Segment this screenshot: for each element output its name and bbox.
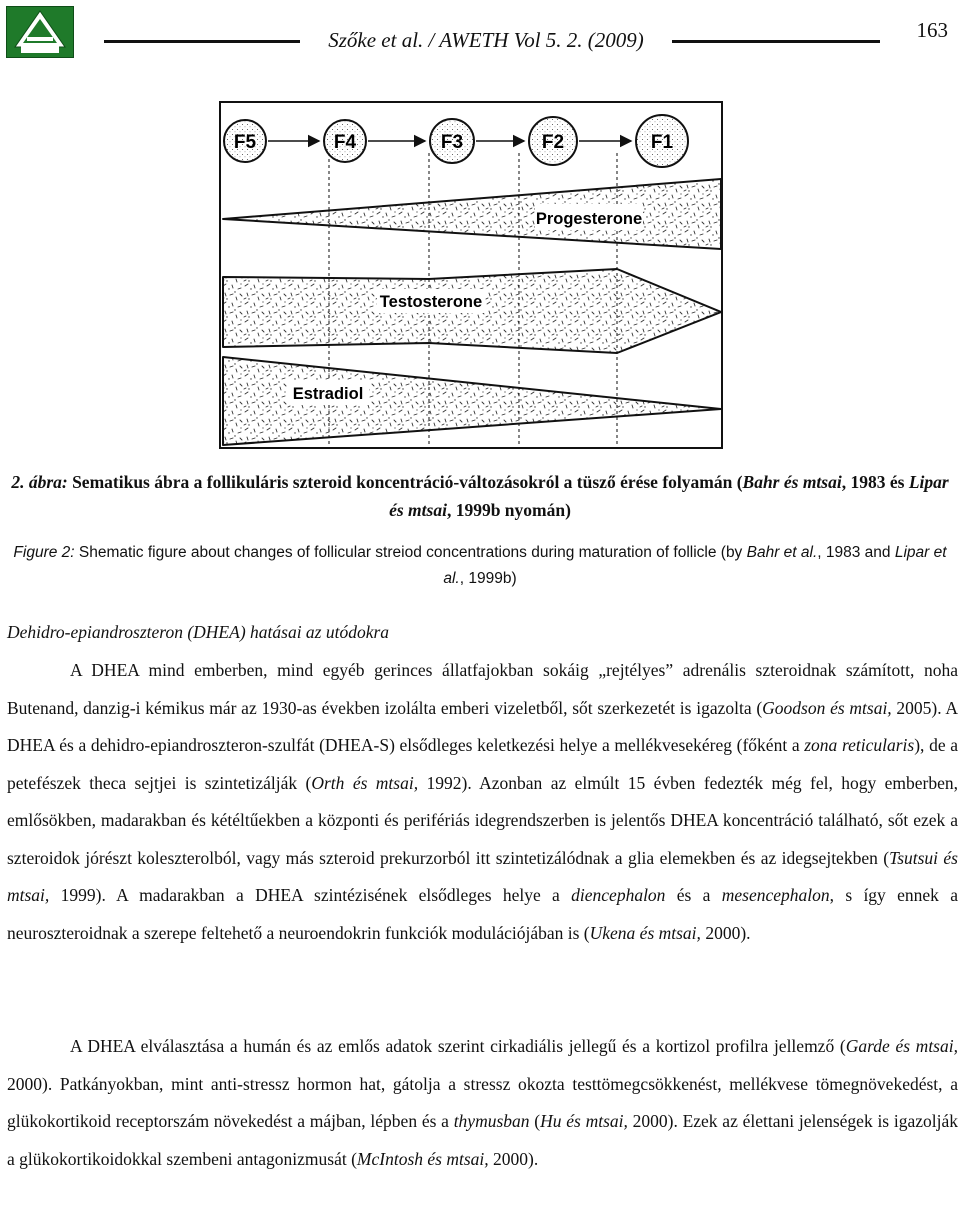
caption-en-text2: , 1983 and <box>817 544 895 561</box>
p2-text: 2000). Ezek az élettani jelenségek is igazolják a glükokortikoidokkal szembeni antagonizmusát ( <box>7 1111 959 1169</box>
testosterone-label: Testosterone <box>379 293 483 311</box>
caption-en-text: Shematic figure about changes of follicular streiod concentrations during maturation of follicle (by <box>74 544 747 561</box>
p2-term: thymusban <box>453 1111 530 1131</box>
estradiol-label: Estradiol <box>292 385 364 403</box>
p1-term: mesencephalon <box>721 885 830 905</box>
caption-en-label: Figure 2: <box>13 544 75 561</box>
p1-term: diencephalon <box>571 885 666 905</box>
caption-en-ref2: Lipar et al. <box>443 544 947 587</box>
progesterone-band <box>223 179 721 249</box>
figure-caption-hungarian <box>4 468 956 524</box>
running-head-title: Szőke et al. / AWETH Vol 5. 2. (2009) <box>328 28 644 52</box>
running-head <box>0 30 960 54</box>
page-number: 163 <box>916 18 948 42</box>
p1-term: zona reticularis <box>804 735 915 755</box>
p1-text: , s így ennek a neuroszteroidnak a szerepe feltehető a neuroendokrin funkciók modulációjában is ( <box>7 885 958 943</box>
p2-citation: Hu és mtsai, <box>540 1111 628 1131</box>
p2-text: A DHEA elválasztása a humán és az emlős adatok szerint cirkadiális jellegű és a kortizol profilra jellemző ( <box>70 1036 846 1056</box>
follicle-steroid-figure <box>219 101 723 449</box>
progesterone-label: Progesterone <box>535 210 643 228</box>
p2-citation: McIntosh és mtsai, <box>356 1148 489 1169</box>
follicle-label-f1: F1 <box>650 132 674 153</box>
p2-text: 2000). Patkányokban, mint anti-stressz hormon hat, gátolja a stressz okozta testtömegcsökkenést, mellékvese tömegnövekedést, a glükokortikoid receptorszám növekedést a májban, lépben és a <box>7 1073 958 1131</box>
p1-text: 2005). A DHEA és a dehidro-epiandroszteron-szulfát (DHEA-S) elsődleges keletkezési helye a mellékvesekéreg (főként a <box>7 697 959 755</box>
caption-hu-text: Sematikus ábra a follikuláris szteroid koncentráció-változásokról a tüsző érése folyamán ( <box>67 472 743 492</box>
p1-text: A DHEA mind emberben, mind egyéb gerinces állatfajokban sokáig „rejtélyes” adrenális szteroidnak számított, noha Butenand, danzig-i kémikus már az 1930-as években izolálta emberi vizeletből, sőt szerkezetét is igazolta ( <box>7 660 958 718</box>
follicle-label-f4: F4 <box>333 132 357 153</box>
follicle-label-f2: F2 <box>541 132 565 153</box>
p1-text: 2000). <box>700 922 751 943</box>
p2-text: ( <box>529 1111 541 1131</box>
follicle-label-f5: F5 <box>233 132 257 153</box>
p1-citation: Goodson és mtsai, <box>762 697 892 718</box>
caption-hu-text2: , 1983 és <box>841 472 909 492</box>
caption-en-ref1: Bahr et al. <box>746 544 818 561</box>
follicle-label-f3: F3 <box>440 132 464 153</box>
section-title: Dehidro-epiandroszteron (DHEA) hatásai az utódokra <box>7 622 390 642</box>
caption-en-text3: , 1999b) <box>459 570 517 587</box>
p1-citation: Orth és mtsai, <box>311 772 419 793</box>
caption-hu-label: 2. ábra: <box>11 472 68 492</box>
caption-hu-ref2: Lipar és mtsai <box>389 472 949 520</box>
paragraph-1 <box>7 652 958 952</box>
p1-citation: Tsutsui és mtsai, <box>7 847 958 905</box>
caption-hu-text3: , 1999b nyomán) <box>446 500 571 520</box>
paragraph-2 <box>7 1028 958 1178</box>
p1-text: és a <box>665 885 722 905</box>
header-rule-right <box>672 40 880 43</box>
p1-text: 1992). Azonban az elmúlt 15 évben fedezték még fel, hogy emberben, emlősökben, madarakban és kétéltűekben a központi és perifériás idegrendszerben is jelentős DHEA koncentráció található, sőt ezek a szteroidok jórészt koleszterolból, vagy más szteroid prekurzorból itt szintetizálódnak a glia elemekben és az idegsejtekben ( <box>7 772 958 868</box>
p1-text: 1999). A madarakban a DHEA szintézisének elsődleges helye a <box>49 885 572 905</box>
p1-text: ), de a petefészek theca sejtjei is szintetizálják ( <box>7 735 958 793</box>
p1-citation: Ukena és mtsai, <box>589 922 701 943</box>
p2-citation: Garde és mtsai, <box>845 1036 958 1056</box>
caption-hu-ref1: Bahr és mtsai <box>742 472 842 492</box>
follicle-labels <box>234 132 674 153</box>
figure-caption-english <box>4 540 956 592</box>
p2-text: 2000). <box>488 1148 539 1169</box>
header-rule-left <box>104 40 300 43</box>
